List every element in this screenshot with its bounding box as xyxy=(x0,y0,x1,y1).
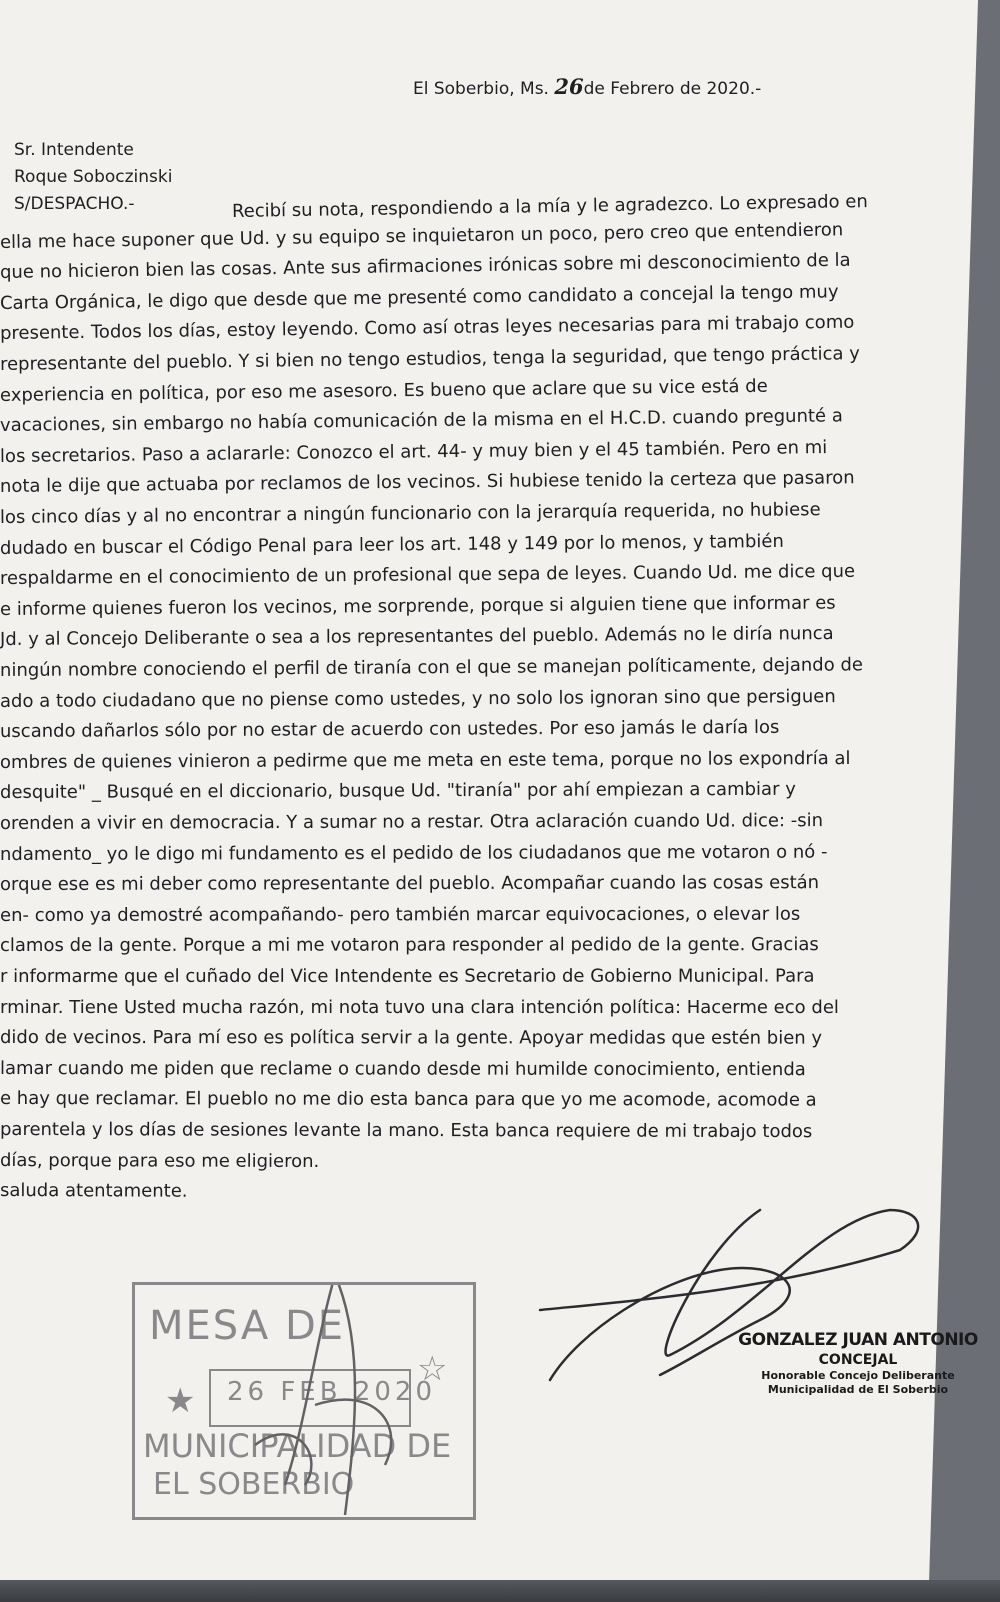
letter-line: vacaciones, sin embargo no había comunicación de la misma en el H.C.D. cuando pregunté a xyxy=(0,405,843,437)
date-day: 26 xyxy=(554,74,584,99)
letter-line: r informarme que el cuñado del Vice Intendente es Secretario de Gobierno Municipal. Para xyxy=(0,965,815,987)
date-suffix: de Febrero de 2020.- xyxy=(583,79,762,99)
star-icon: ☆ xyxy=(417,1349,448,1389)
letter-line: dudado en buscar el Código Penal para leer los art. 148 y 149 por lo menos, y también xyxy=(0,530,784,559)
letter-line: ombres de quienes vinieron a pedirme que me meta en este tema, porque no los expondría al xyxy=(0,747,851,773)
letter-line: uscando dañarlos sólo por no estar de acuerdo con ustedes. Por eso jamás le daría los xyxy=(0,717,780,743)
recipient-office: S/DESPACHO.- xyxy=(14,194,135,214)
letter-line: Jd. y al Concejo Deliberante o sea a los representantes del pueblo. Además no le diría nunca xyxy=(0,623,834,651)
letter-line: Carta Orgánica, le digo que desde que me presenté como candidato a concejal la tengo muy xyxy=(0,281,839,314)
letter-line: experiencia en política, por eso me asesoro. Es bueno que aclare que su vice está de xyxy=(0,375,768,406)
letter-line: lamar cuando me piden que reclame o cuando desde mi humilde conocimiento, entienda xyxy=(0,1057,806,1080)
letter-line: saluda atentamente. xyxy=(0,1180,188,1202)
letter-line: dido de vecinos. Para mí eso es política servir a la gente. Apoyar medidas que estén bien y xyxy=(0,1027,823,1049)
date-prefix: El Soberbio, Ms. xyxy=(413,79,549,99)
letter-line: nota le dije que actuaba por reclamos de los vecinos. Si hubiese tenido la certeza que pasaron xyxy=(0,467,855,498)
letter-line: presente. Todos los días, estoy leyendo. Como así otras leyes necesarias para mi trabajo como xyxy=(0,312,855,345)
letter-line: orenden a vivir en democracia. Y a sumar no a restar. Otra aclaración cuando Ud. dice: -sin xyxy=(0,810,824,834)
letter-line: Recibí su nota, respondiendo a la mía y le agradezco. Lo expresado en xyxy=(231,191,868,222)
signature-block xyxy=(738,1330,978,1396)
letter-line: ningún nombre conociendo el perfil de tiranía con el que se manejan políticamente, dejando de xyxy=(0,654,863,681)
letter-line: desquite" _ Busqué en el diccionario, busque Ud. "tiranía" por ahí empiezan a cambiar y xyxy=(0,779,796,804)
letter-line: representante del pueblo. Y si bien no tengo estudios, tenga la seguridad, que tengo práctica y xyxy=(0,343,860,375)
star-icon: ★ xyxy=(165,1381,196,1421)
background-surface xyxy=(0,1580,1000,1602)
letter-line: los secretarios. Paso a aclararle: Conozco el art. 44- y muy bien y el 45 también. Pero en mi xyxy=(0,436,828,467)
letter-line: orque ese es mi deber como representante del pueblo. Acompañar cuando las cosas están xyxy=(0,872,820,896)
letter-date xyxy=(413,74,761,99)
letter-line: rminar. Tiene Usted mucha razón, mi nota tuvo una clara intención política: Hacerme eco del xyxy=(0,996,839,1018)
letter-line: los cinco días y al no encontrar a ningún funcionario con la jerarquía requerida, no hubiese xyxy=(0,499,821,528)
letter-line: en- como ya demostré acompañando- pero también marcar equivocaciones, o elevar los xyxy=(0,903,801,926)
letter-line: ado a todo ciudadano que no piense como ustedes, y no solo los ignoran sino que persiguen xyxy=(0,685,836,712)
stamp-date: 26 FEB 2020 xyxy=(227,1377,437,1407)
stamp-scribble-icon xyxy=(135,1285,473,1517)
letter-line: clamos de la gente. Porque a mi me votaron para responder al pedido de la gente. Gracias xyxy=(0,934,819,957)
signer-org-1: Honorable Concejo Deliberante xyxy=(761,1369,955,1382)
letter-line: días, porque para eso me eligieron. xyxy=(0,1149,320,1172)
recipient-title: Sr. Intendente xyxy=(14,140,134,160)
letter-line: respaldarme en el conocimiento de un profesional que sepa de leyes. Cuando Ud. me dice que xyxy=(0,561,856,590)
recipient-name: Roque Soboczinski xyxy=(14,167,173,187)
letter-line: que no hicieron bien las cosas. Ante sus afirmaciones irónicas sobre mi desconocimiento de la xyxy=(0,249,851,284)
letter-line: ella me hace suponer que Ud. y su equipo se inquietaron un poco, pero creo que entendieron xyxy=(0,218,844,253)
signer-role: CONCEJAL xyxy=(818,1352,898,1368)
stamp-line-3: MUNICIPALIDAD DE xyxy=(143,1427,452,1465)
reception-stamp xyxy=(132,1282,476,1520)
letter-line: parentela y los días de sesiones levante la mano. Esta banca requiere de mi trabajo todos xyxy=(0,1119,813,1143)
stamp-line-1: MESA DE xyxy=(149,1303,346,1349)
signer-name: GONZALEZ JUAN ANTONIO xyxy=(738,1330,978,1350)
signer-org-2: Municipalidad de El Soberbio xyxy=(767,1383,949,1396)
letter-line: e informe quienes fueron los vecinos, me sorprende, porque si alguien tiene que informar es xyxy=(0,592,836,620)
stamp-line-4: EL SOBERBIO xyxy=(153,1467,355,1502)
letter-line: e hay que reclamar. El pueblo no me dio esta banca para que yo me acomode, acomode a xyxy=(0,1088,817,1112)
letter-line: ndamento_ yo le digo mi fundamento es el pedido de los ciudadanos que me votaron o nó - xyxy=(0,841,828,865)
